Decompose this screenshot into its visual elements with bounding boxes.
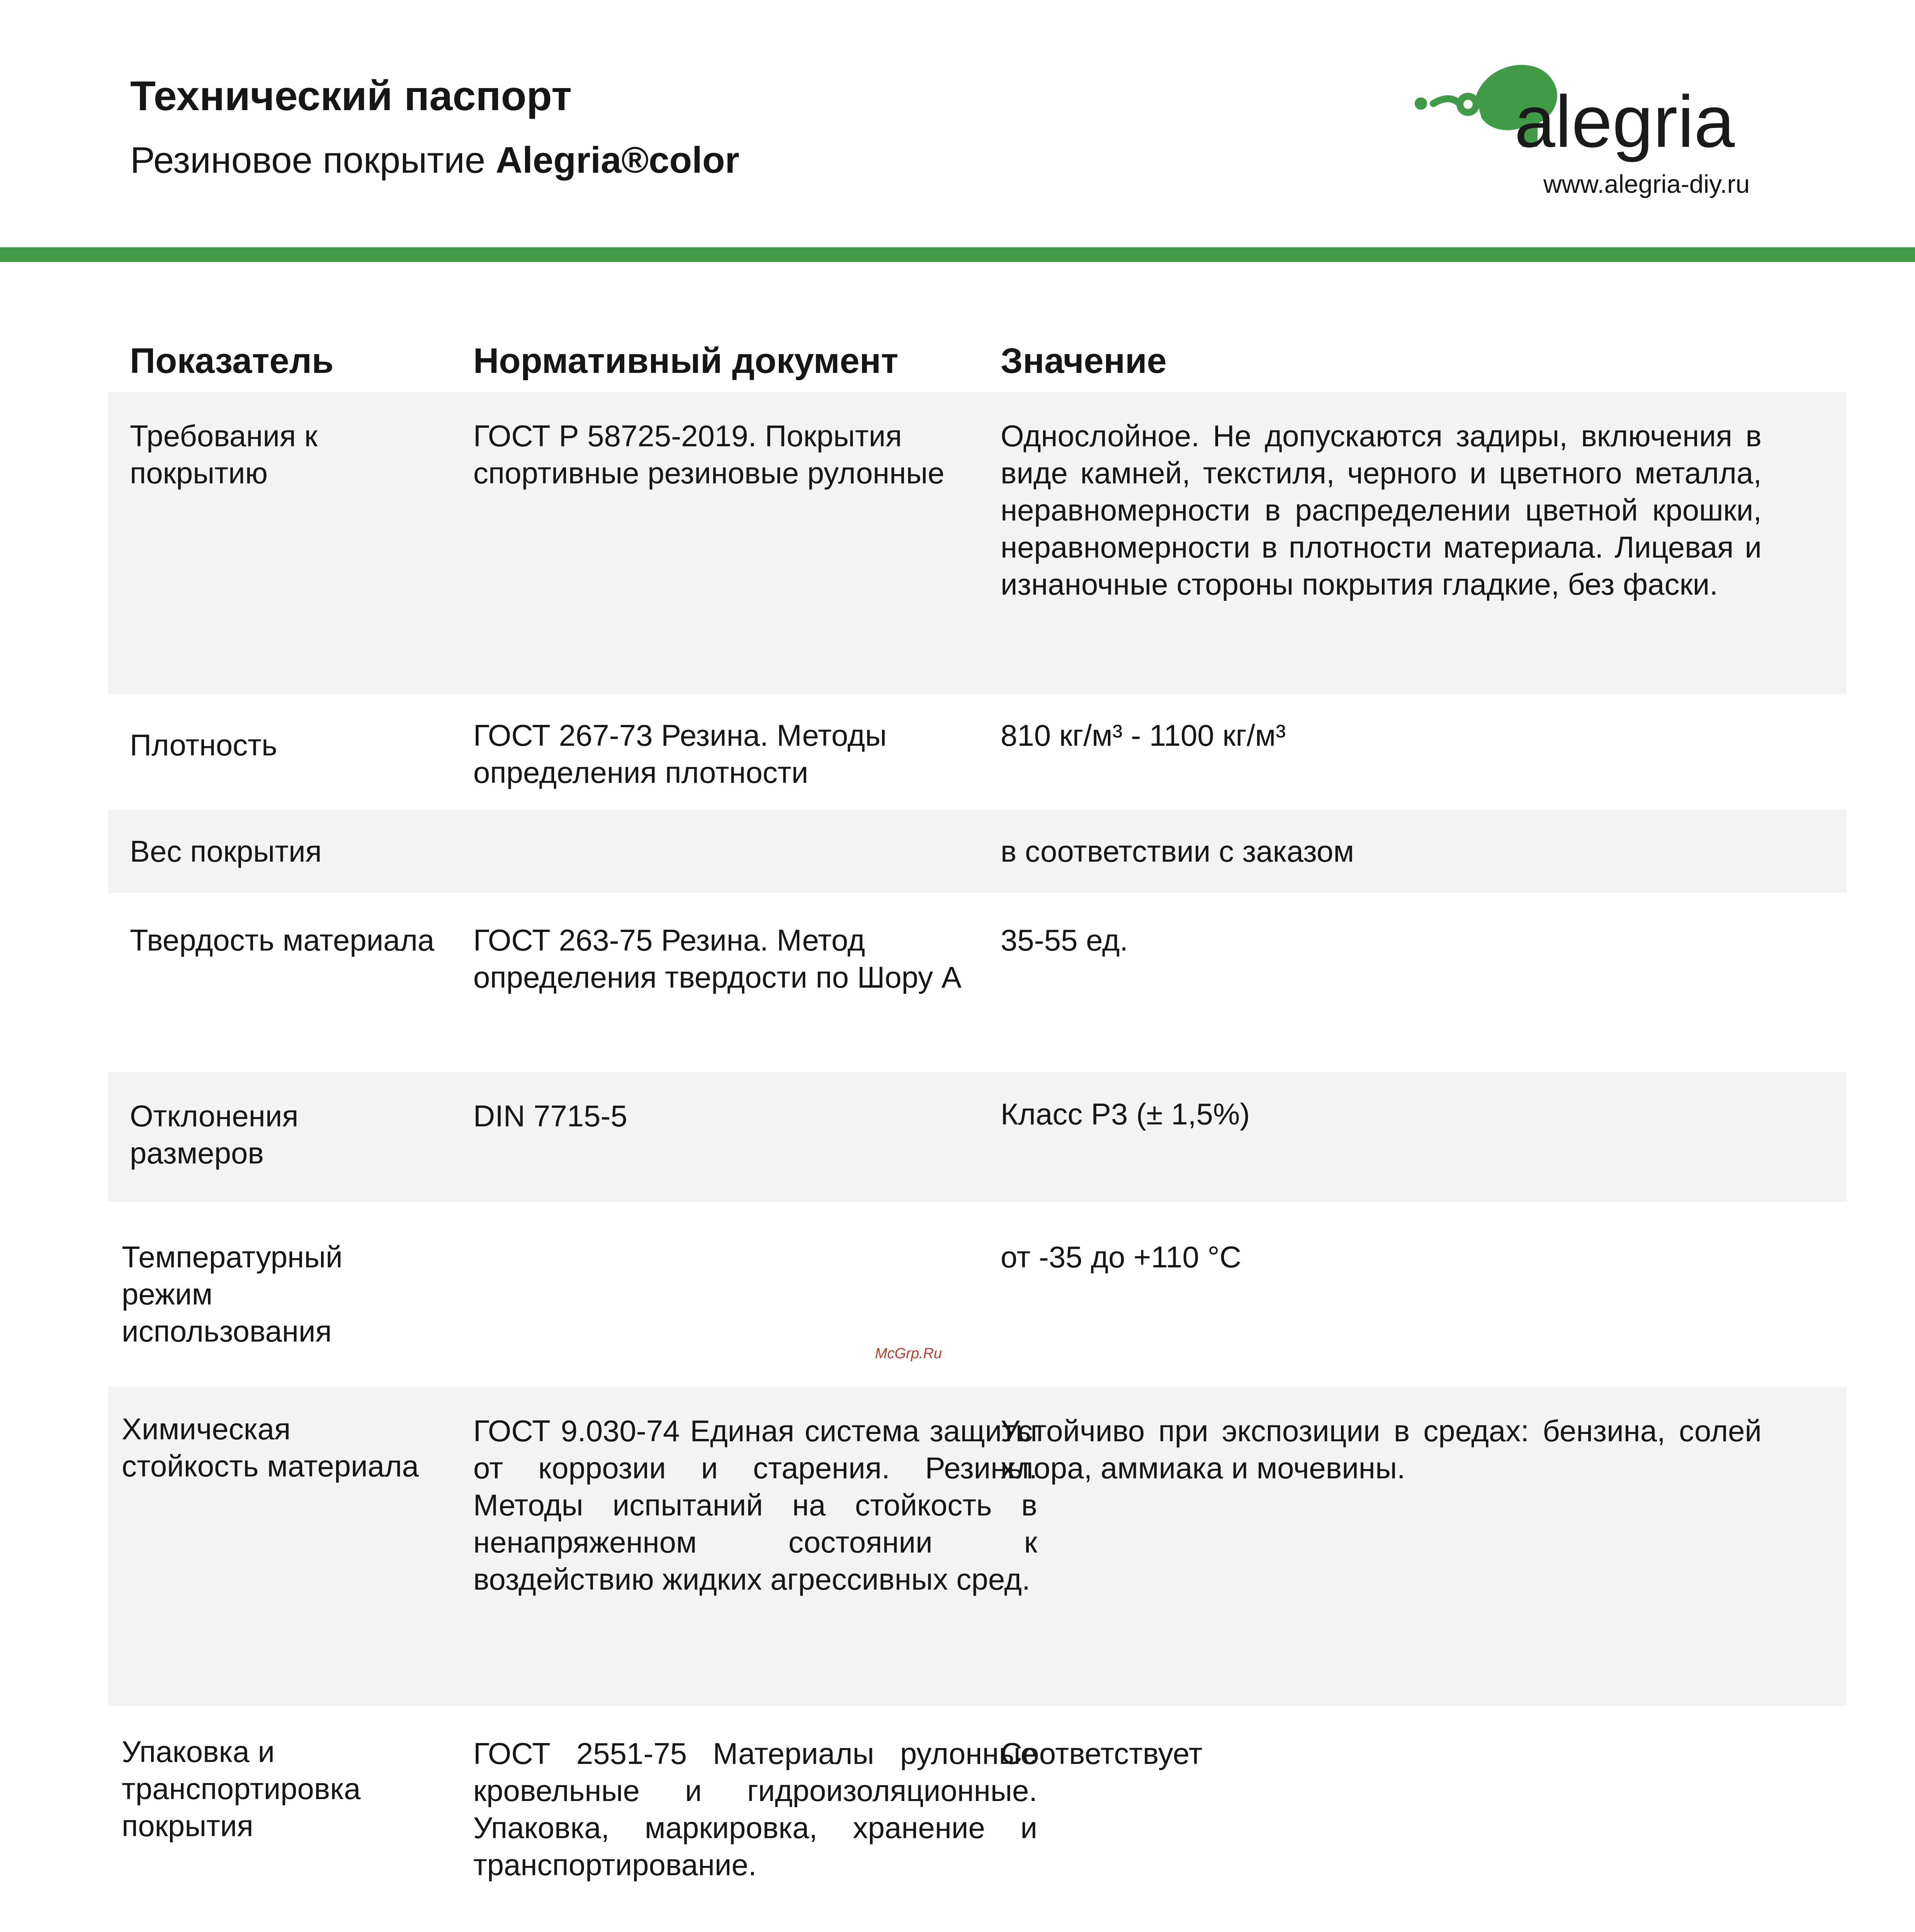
indicator-cell: Требования к покрытию [130,419,318,490]
indicator-cell: Твердость материала [130,923,435,957]
document-cell: DIN 7715-5 [473,1099,627,1133]
alegria-logo [1410,50,1765,166]
document-cell: ГОСТ 2551-75 Материалы рулонные кровельные и гидроизоляционные. Упаковка, маркировка, хранение и транспортирование. [473,1736,1037,1882]
subtitle-prefix: Резиновое покрытие [130,139,496,181]
document-cell: ГОСТ 263-75 Резина. Метод определения твердости по Шору А [473,923,962,994]
value-cell: в соответствии с заказом [1001,834,1354,868]
value-cell: Устойчиво при экспозиции в средах: бензина, солей хлора, аммиака и мочевины. [1001,1414,1762,1485]
column-header-indicator: Показатель [130,341,334,381]
page-header [0,0,1915,247]
table-row [108,1706,1847,1932]
column-header-document: Нормативный документ [473,341,899,381]
value-cell: Класс Р3 (± 1,5%) [1001,1097,1250,1131]
table-row [108,694,1847,810]
value-cell: 810 кг/м³ - 1100 кг/м³ [1001,718,1286,752]
logo-wordmark: alegria [1514,81,1735,163]
value-cell: 35-55 ед. [1001,923,1128,957]
value-cell: Соответствует [1001,1736,1203,1770]
page-title: Технический паспорт [130,72,572,119]
header-website[interactable]: www.alegria-diy.ru [1543,170,1750,198]
document-cell: ГОСТ 267-73 Резина. Методы определения плотности [473,718,887,789]
indicator-cell: Отклонения размеров [130,1099,299,1170]
value-cell: от -35 до +110 °С [1001,1240,1242,1274]
table-row [108,893,1847,1072]
table-row [108,1387,1847,1706]
indicator-cell: Упаковка и транспортировка покрытия [122,1735,361,1843]
subtitle-brand: Alegria®color [495,139,739,181]
document-cell: ГОСТ Р 58725-2019. Покрытия спортивные резиновые рулонные [473,419,945,490]
column-header-value: Значение [1001,341,1167,381]
watermark: McGrp.Ru [875,1345,942,1362]
table-row [108,1202,1847,1387]
table-row [108,392,1847,694]
value-cell: Однослойное. Не допускаются задиры, включения в виде камней, текстиля, черного и цветного металла, неравномерности в распределении цветной крошки, неравномерности в плотности материала. Лицевая и изнаночные стороны покрытия гладкие, без фаски. [1001,419,1762,601]
document-cell: ГОСТ 9.030-74 Единая система защиты от коррозии и старения. Резины. Методы испытаний на стойкость в ненапряженном состоянии к воздействию жидких агрессивных сред. [473,1414,1037,1596]
indicator-cell: Химическая стойкость материала [122,1412,419,1483]
table-header-row [108,332,1847,392]
table-row [108,810,1847,893]
indicator-cell: Температурный режим использования [122,1240,343,1348]
page-subtitle [130,139,739,182]
indicator-cell: Вес покрытия [130,834,322,868]
spec-table [108,332,1847,1932]
header-divider [0,247,1915,262]
indicator-cell: Плотность [130,728,277,762]
table-row [108,1072,1847,1202]
